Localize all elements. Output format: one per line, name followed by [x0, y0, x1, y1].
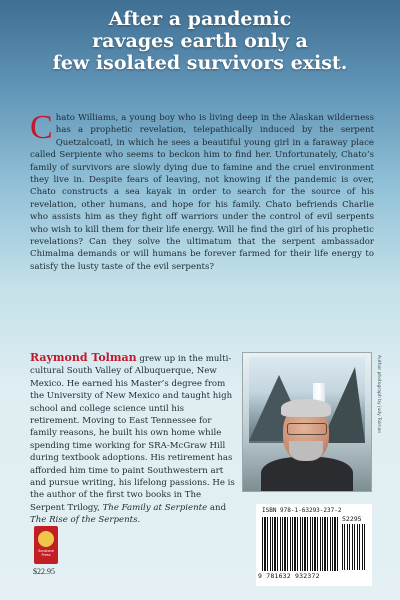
- author-name: Raymond Tolman: [30, 351, 137, 364]
- price: $22.95: [33, 567, 55, 576]
- author-shirt: [261, 457, 353, 492]
- headline: [0, 8, 400, 74]
- bio-text: grew up in the multi-cultural South Valley of Albuquerque, New Mexico. He earned his Master’s degree from the University of New Mexico and taught high school and college science until his retirement. Moving to East Tennessee for family reasons, he built his own home while spending time working for SRA-McGraw Hill during textbook adoptions. His retirement has afforded him time to paint Southwestern art and pursue writing, his lifelong passions. He is the author of the first two books in The Serpent Trilogy,: [30, 354, 235, 513]
- author-photo: [242, 352, 372, 492]
- barcode-bars: [262, 517, 338, 571]
- isbn-text: ISBN 978-1-63293-237-2: [262, 507, 342, 514]
- addon-barcode-bars: [342, 524, 366, 570]
- headline-line: few isolated survivors exist.: [52, 52, 348, 74]
- author-bio: [30, 352, 235, 527]
- bio-text: .: [137, 515, 141, 526]
- glasses-shape: [287, 423, 327, 435]
- ean-digits: 9 781632 932372: [258, 572, 320, 580]
- headline-line: ravages earth only a: [92, 30, 308, 52]
- book-title: The Family at Serpiente: [102, 502, 208, 513]
- synopsis-paragraph: [30, 109, 374, 273]
- photo-credit: Author photograph by Judy Tolman: [376, 355, 381, 434]
- publisher-logo-text: Sunstone Press: [38, 549, 54, 557]
- author-hair: [281, 399, 331, 417]
- book-title: The Rise of the Serpents: [30, 515, 138, 526]
- barcode: [256, 504, 372, 586]
- synopsis-text: hato Williams, a young boy who is living deep in the Alaskan wilderness has a prophetic revelation, telepathically induced by the serpent Quetzalcoatl, in which he sees a beautiful young girl in a faraway place called Serpiente who seems to beckon him to find her. Unfortunately, Chato’s family of survivors are slowly dying due to famine and the cruel environment they live in. Despite fears of leaving, not knowing if the pandemic is over, Chato constructs a sea kayak in order to search for the source of his revelation, other humans, and hope for his family. Chato befriends Charlie who assists him as they fight off warriors under the control of evil serpents who wish to kill them for their life energy. Will he find the girl of his prophetic revelations? Can they solve the ultimatum that the serpent ambassador Chimalma demands or will humans be forever farmed for their life energy to satisfy the lusty taste of the evil serpents?: [30, 113, 374, 272]
- drop-cap: C: [30, 109, 53, 146]
- author-beard: [289, 441, 323, 461]
- publisher-logo: [34, 526, 58, 564]
- sun-icon: [38, 531, 54, 547]
- bio-text: and: [207, 502, 227, 513]
- addon-digits: 52295: [342, 515, 362, 523]
- headline-line: After a pandemic: [108, 8, 292, 30]
